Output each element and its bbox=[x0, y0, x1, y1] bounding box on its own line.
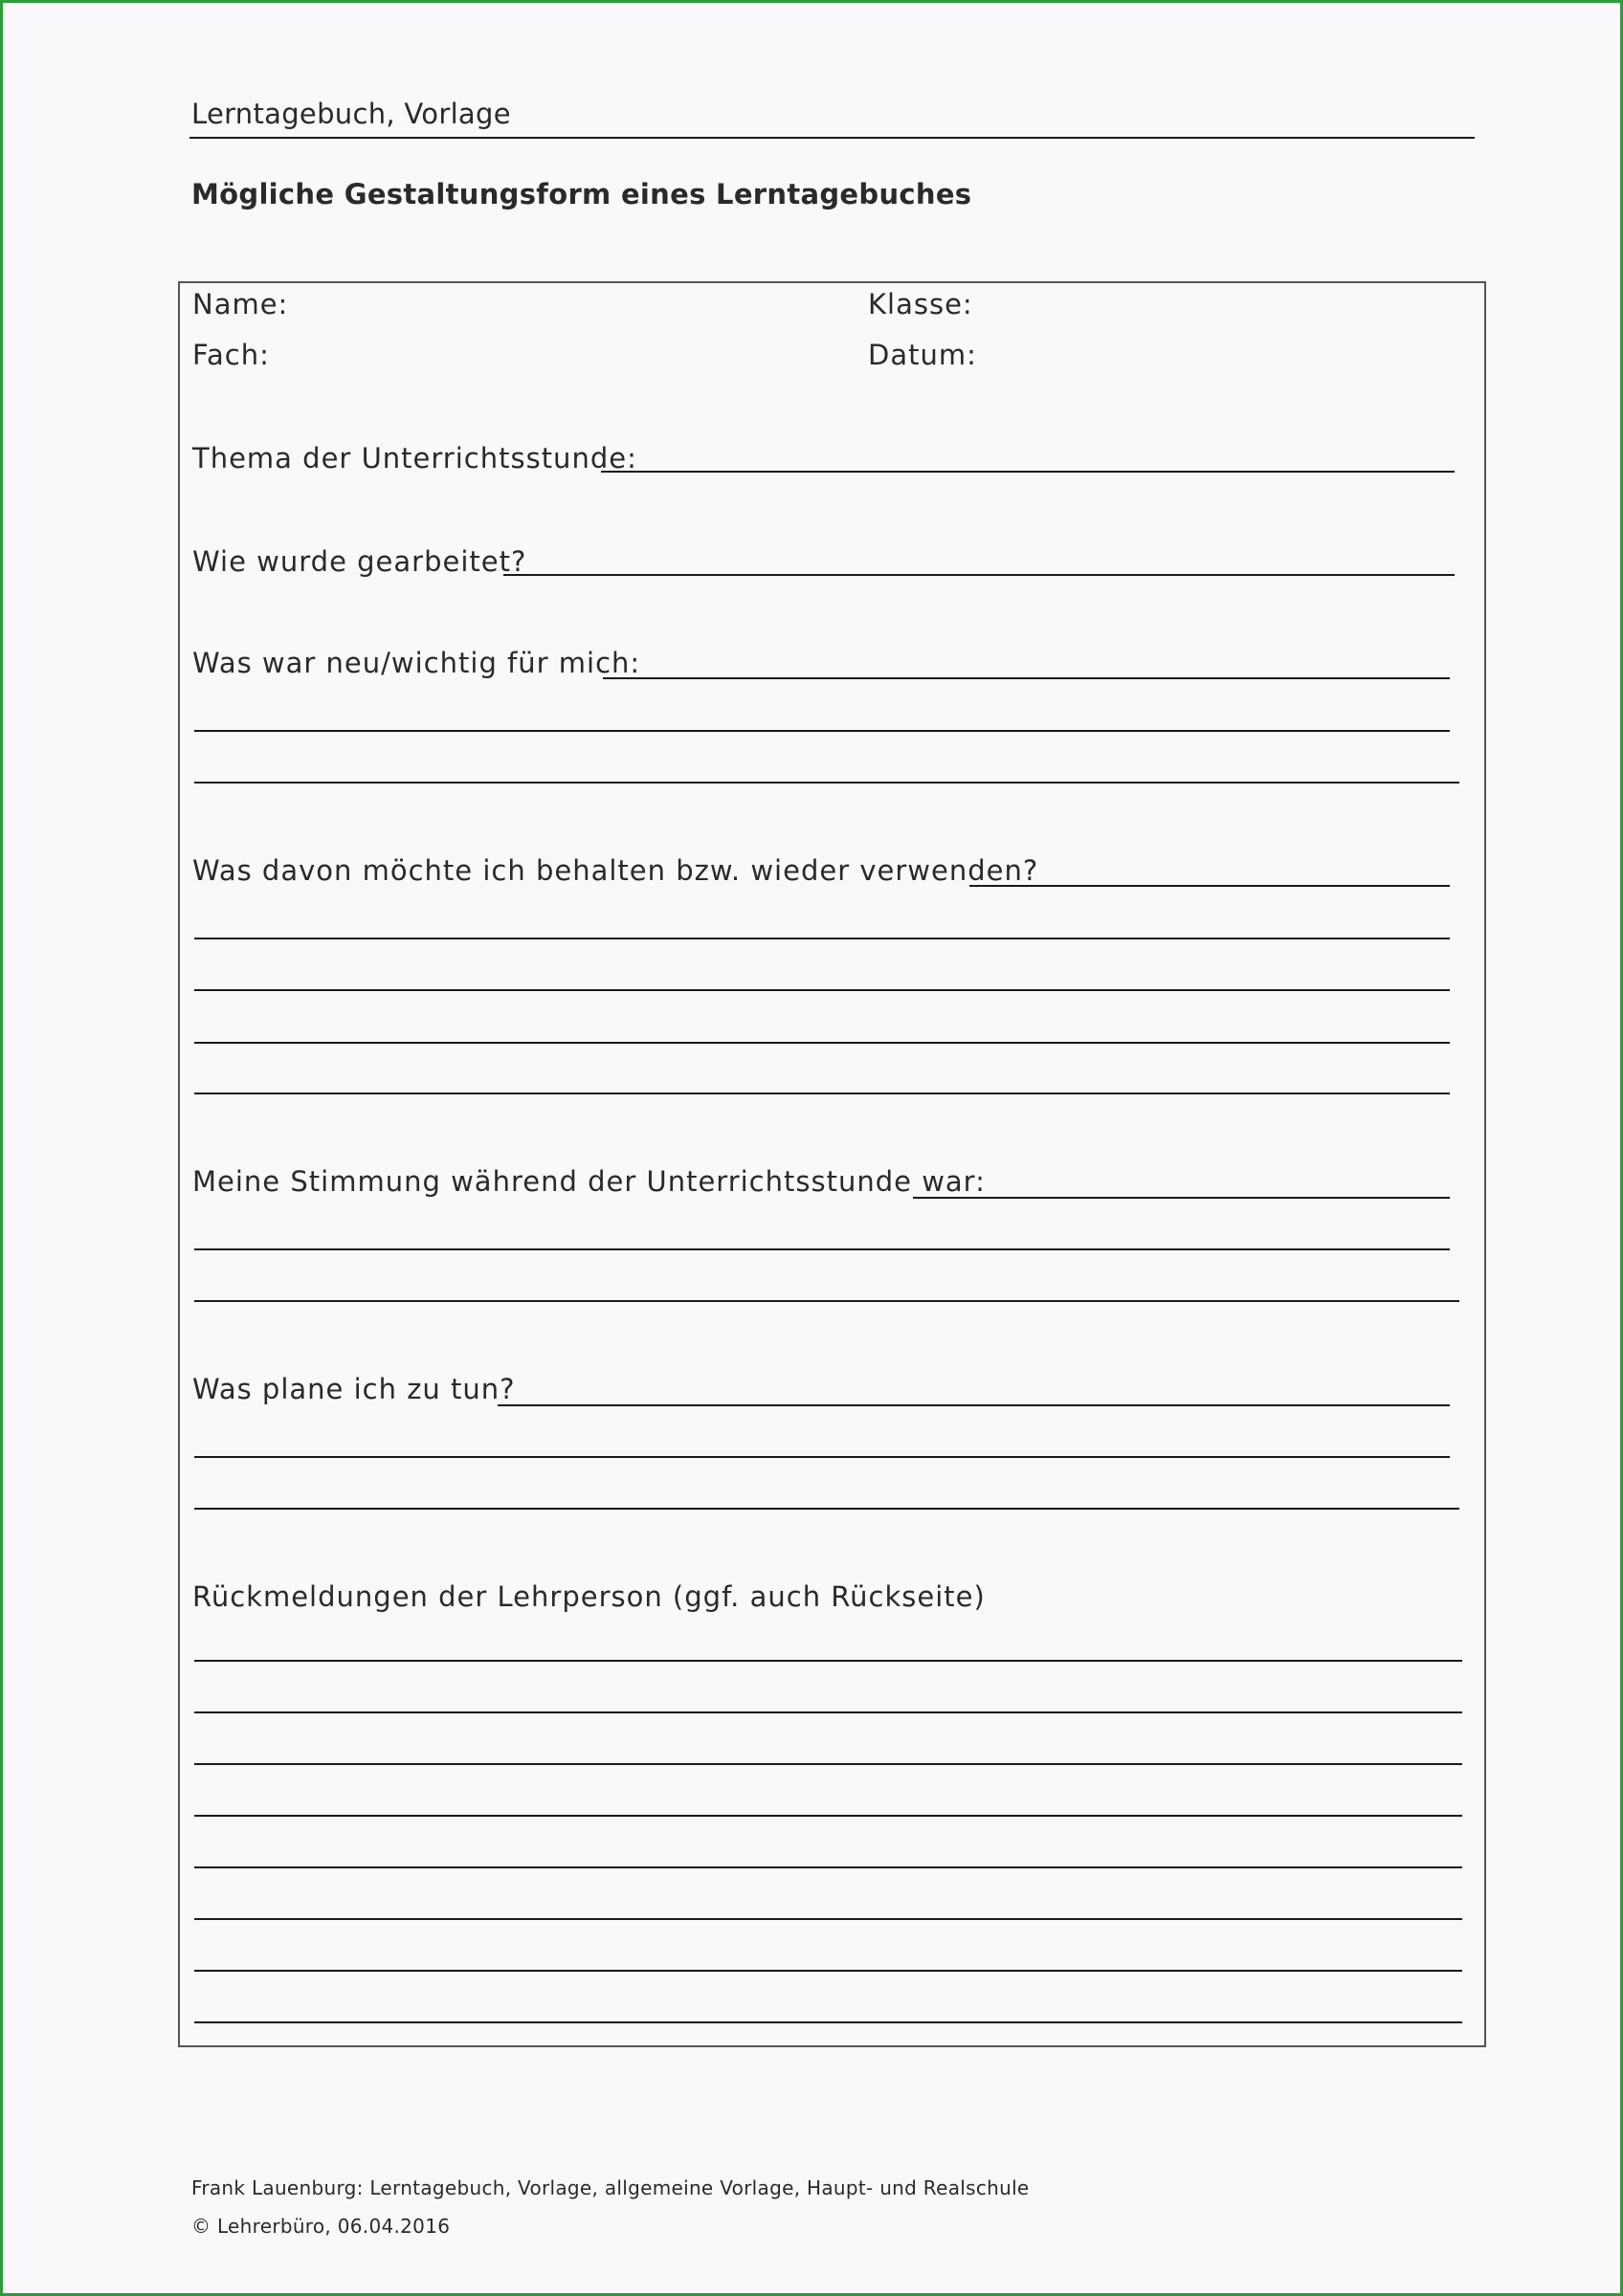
question-neu: Was war neu/wichtig für mich: bbox=[192, 647, 641, 679]
feedback-line-1[interactable] bbox=[194, 1660, 1462, 1662]
datum-label: Datum: bbox=[868, 339, 977, 371]
question-plane: Was plane ich zu tun? bbox=[192, 1373, 516, 1405]
feedback-line-2[interactable] bbox=[194, 1711, 1462, 1713]
answer-line-plane-3[interactable] bbox=[194, 1508, 1459, 1510]
answer-line-neu-3[interactable] bbox=[194, 782, 1459, 784]
klasse-label: Klasse: bbox=[868, 288, 973, 320]
answer-line-plane-2[interactable] bbox=[194, 1456, 1450, 1458]
feedback-line-8[interactable] bbox=[194, 2021, 1462, 2023]
question-thema: Thema der Unterrichtsstunde: bbox=[192, 442, 637, 475]
answer-line-stimmung-2[interactable] bbox=[194, 1248, 1450, 1250]
question-stimmung: Meine Stimmung während der Unterrichtsstunde war: bbox=[192, 1165, 986, 1198]
feedback-line-3[interactable] bbox=[194, 1763, 1462, 1765]
feedback-line-7[interactable] bbox=[194, 1970, 1462, 1972]
feedback-line-4[interactable] bbox=[194, 1815, 1462, 1817]
answer-line-gearbeitet[interactable] bbox=[503, 574, 1455, 576]
answer-line-stimmung-1[interactable] bbox=[913, 1197, 1450, 1199]
feedback-line-6[interactable] bbox=[194, 1918, 1462, 1920]
document-header: Lerntagebuch, Vorlage bbox=[191, 98, 511, 130]
footer-copyright: © Lehrerbüro, 06.04.2016 bbox=[191, 2215, 451, 2238]
header-rule bbox=[189, 137, 1475, 139]
answer-line-behalten-1[interactable] bbox=[969, 885, 1450, 887]
name-label: Name: bbox=[192, 288, 289, 320]
fach-label: Fach: bbox=[192, 339, 270, 371]
answer-line-neu-1[interactable] bbox=[603, 677, 1450, 679]
answer-line-plane-1[interactable] bbox=[498, 1404, 1450, 1406]
answer-line-behalten-4[interactable] bbox=[194, 1042, 1450, 1044]
answer-line-behalten-5[interactable] bbox=[194, 1093, 1450, 1094]
question-gearbeitet: Wie wurde gearbeitet? bbox=[192, 545, 527, 578]
question-rueckmeldung: Rückmeldungen der Lehrperson (ggf. auch Rückseite) bbox=[192, 1580, 986, 1613]
answer-line-behalten-3[interactable] bbox=[194, 989, 1450, 991]
question-behalten: Was davon möchte ich behalten bzw. wieder verwenden? bbox=[192, 854, 1039, 887]
answer-line-behalten-2[interactable] bbox=[194, 938, 1450, 939]
answer-line-stimmung-3[interactable] bbox=[194, 1300, 1459, 1302]
document-subtitle: Mögliche Gestaltungsform eines Lerntagebuches bbox=[191, 178, 972, 210]
answer-line-thema[interactable] bbox=[601, 471, 1455, 473]
answer-line-neu-2[interactable] bbox=[194, 730, 1450, 732]
footer-source: Frank Lauenburg: Lerntagebuch, Vorlage, allgemeine Vorlage, Haupt- und Realschule bbox=[191, 2176, 1030, 2199]
feedback-line-5[interactable] bbox=[194, 1866, 1462, 1868]
